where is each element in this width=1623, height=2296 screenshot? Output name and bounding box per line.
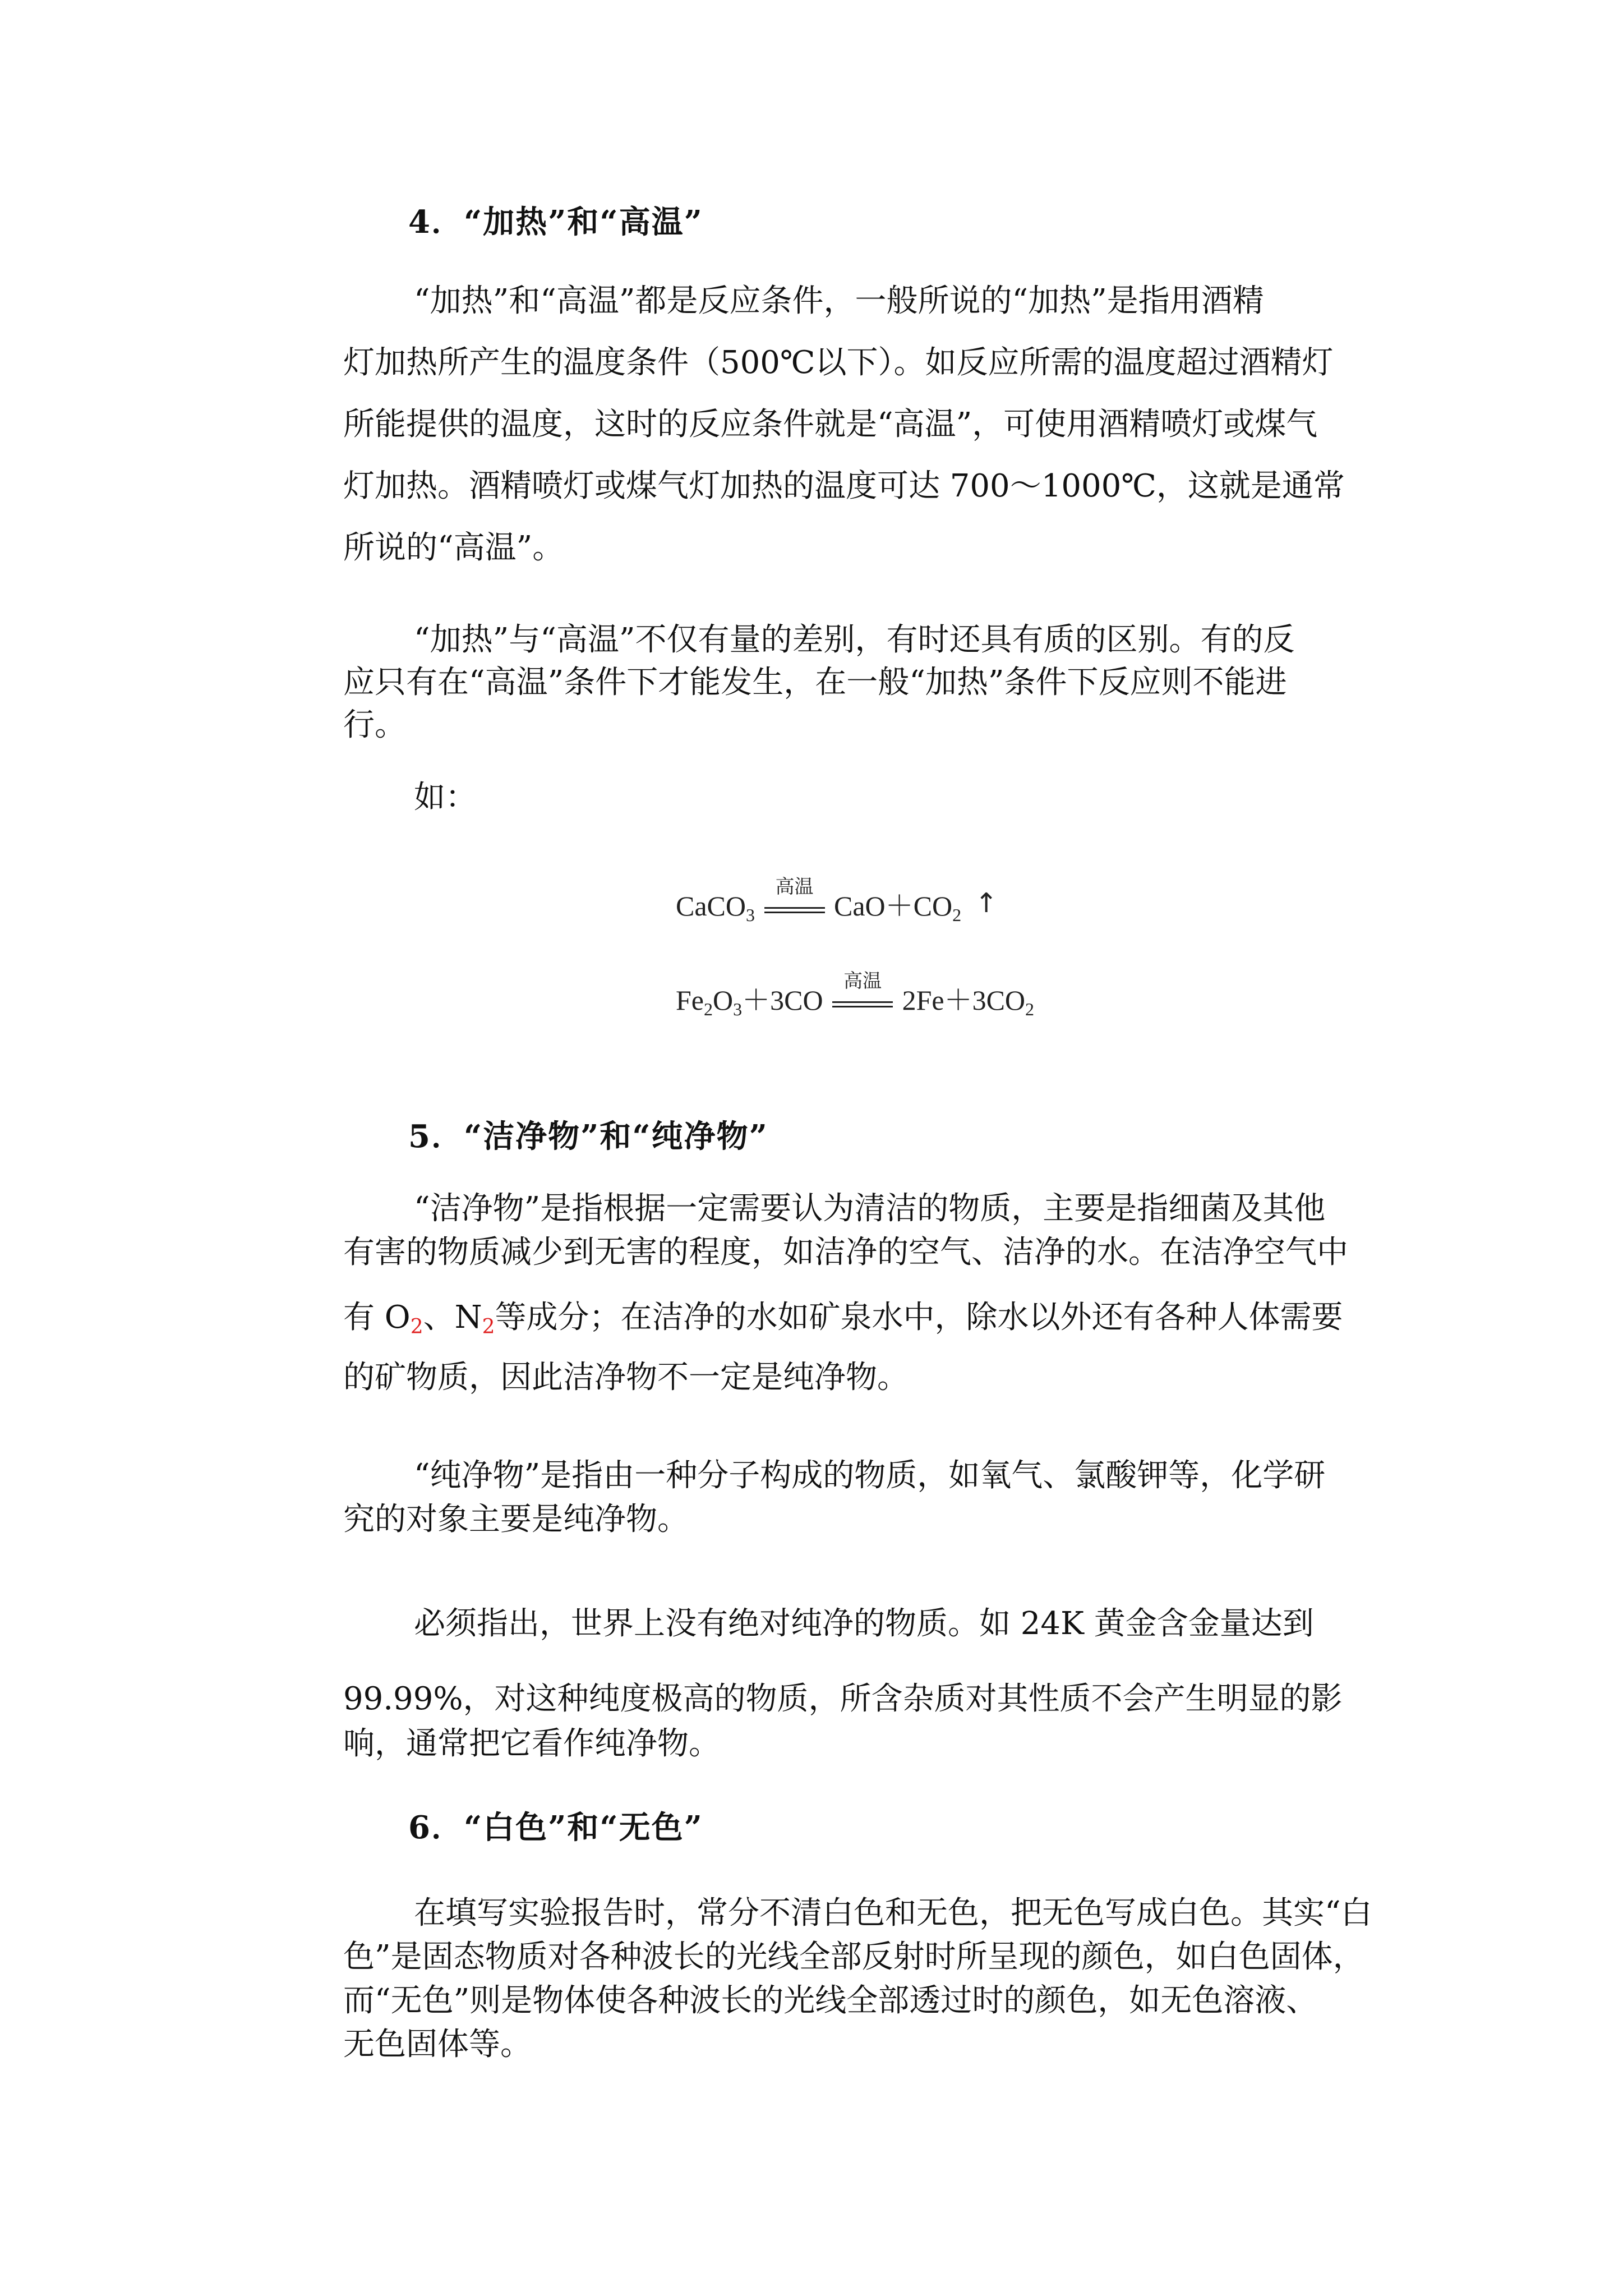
text-fragment: 有 O: [343, 1299, 411, 1336]
paragraph-absolute-purity-end: [343, 1723, 1370, 1765]
text-line: 灯加热所产生的温度条件（500℃以下）。如反应所需的温度超过酒精灯: [343, 344, 1334, 381]
formula-text: Fe: [676, 984, 704, 1016]
text-line: 99.99%，对这种纯度极高的物质，所含杂质对其性质不会产生明显的影: [343, 1681, 1343, 1717]
equals-bar: [764, 912, 825, 913]
text-line: 行。: [343, 707, 406, 743]
paragraph-white-vs-colorless: [343, 1892, 1370, 2067]
text-line: 所能提供的温度，这时的反应条件就是“高温”，可使用酒精喷灯或煤气: [343, 406, 1318, 443]
section-heading-6: 6．“白色”和“无色”: [408, 1809, 703, 1846]
equals-bar: [832, 1006, 893, 1007]
text-line: “洁净物”是指根据一定需要认为清洁的物质，主要是指细菌及其他: [414, 1190, 1326, 1227]
text-line: 有害的物质减少到无害的程度，如洁净的空气、洁净的水。在洁净空气中: [343, 1234, 1348, 1271]
formula-text: ＋3CO: [742, 984, 823, 1016]
reaction-condition: [832, 969, 893, 1020]
condition-label: 高温: [843, 969, 882, 992]
subscript: 2: [410, 1315, 423, 1338]
section-heading-4: 4．“加热”和“高温”: [408, 204, 703, 241]
text-line-with-formulas: [343, 1292, 1370, 1352]
paragraph-clean-substance: [343, 1187, 1370, 1274]
text-line: 应只有在“高温”条件下才能发生，在一般“加热”条件下反应则不能进: [343, 664, 1287, 701]
paragraph-clean-substance-cont: [343, 1292, 1370, 1403]
text-line: 在填写实验报告时，常分不清白色和无色，把无色写成白色。其实“白: [414, 1895, 1372, 1931]
condition-label: 高温: [775, 875, 814, 898]
text-fragment: 、N: [423, 1299, 482, 1336]
subscript: 3: [733, 999, 743, 1019]
reaction-condition: [764, 875, 825, 926]
text-line: 所说的“高温”。: [343, 530, 564, 566]
subscript: 3: [746, 905, 755, 925]
text-line: “加热”和“高温”都是反应条件，一般所说的“加热”是指用酒精: [414, 283, 1264, 319]
section-heading-5: 5．“洁净物”和“纯净物”: [408, 1118, 768, 1155]
equation-iron-oxide-reduction: [676, 969, 1035, 1020]
gas-up-arrow-icon: ↑: [975, 887, 998, 919]
text-fragment: 等成分；在洁净的水如矿泉水中，除水以外还有各种人体需要: [495, 1299, 1343, 1336]
text-line: 究的对象主要是纯净物。: [343, 1501, 689, 1538]
text-line: 的矿物质，因此洁净物不一定是纯净物。: [343, 1359, 909, 1396]
formula-text: O: [713, 984, 734, 1016]
text-line: 而“无色”则是物体使各种波长的光线全部透过时的颜色，如无色溶液、: [343, 1982, 1318, 2019]
formula-text: 2Fe＋3CO: [902, 984, 1026, 1016]
text-line: 如：: [414, 779, 477, 816]
paragraph-example-intro: [343, 776, 1370, 819]
paragraph-heating-vs-high-temp: [343, 619, 1370, 747]
text-line: 响，通常把它看作纯净物。: [343, 1726, 720, 1762]
text-line: 色”是固态物质对各种波长的光线全部反射时所呈现的颜色，如白色固体，: [343, 1939, 1364, 1975]
equals-bar: [832, 1001, 893, 1003]
subscript: 2: [952, 905, 962, 925]
paragraph-heating-definition: [343, 270, 1370, 579]
equals-bar: [764, 907, 825, 909]
paragraph-absolute-purity: [343, 1593, 1370, 1730]
text-line: 无色固体等。: [343, 2026, 532, 2063]
subscript: 2: [482, 1315, 495, 1338]
subscript: 2: [704, 999, 713, 1019]
text-line: 必须指出，世界上没有绝对纯净的物质。如 24K 黄金含金量达到: [414, 1605, 1314, 1642]
text-line: “加热”与“高温”不仅有量的差别，有时还具有质的区别。有的反: [414, 622, 1295, 658]
equation-caco3-decomposition: [676, 875, 998, 926]
text-line: 灯加热。酒精喷灯或煤气灯加热的温度可达 700～1000℃，这就是通常: [343, 468, 1345, 504]
text-line: “纯净物”是指由一种分子构成的物质，如氧气、氯酸钾等，化学研: [414, 1457, 1326, 1494]
formula-text: CaCO: [676, 890, 746, 922]
subscript: 2: [1025, 999, 1035, 1019]
paragraph-pure-substance: [343, 1454, 1370, 1542]
formula-text: CaO＋CO: [834, 890, 953, 922]
